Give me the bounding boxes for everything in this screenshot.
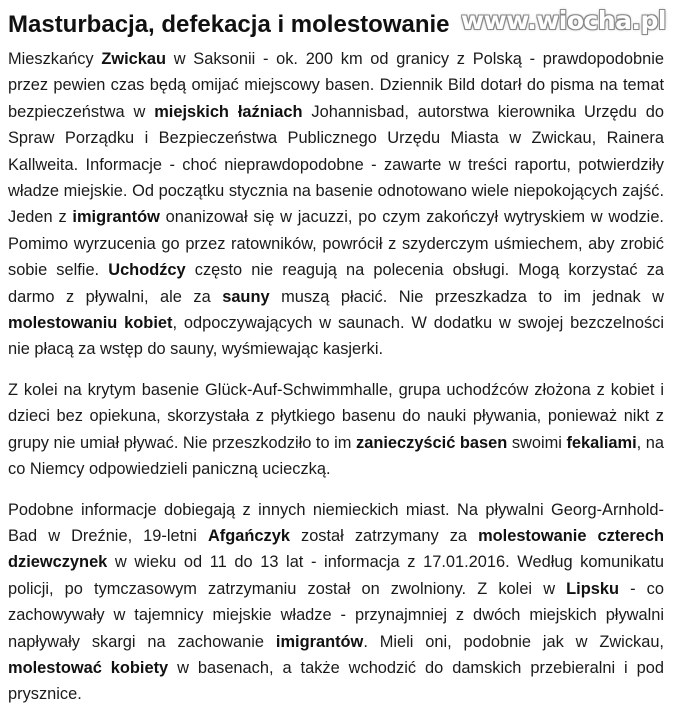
text-segment: - co zachowywały w tajemnicy miejskie władze - przynajmniej z dwóch miejskich pływalni napływały skargi na zachowanie [8,579,664,651]
text-segment: muszą płacić. Nie przeszkadza to im jednak w [269,287,665,306]
article-title: Masturbacja, defekacja i molestowanie [8,11,450,38]
article-paragraph [8,497,664,708]
text-segment: w basenach, a także wchodzić do damskich przebieralni i pod prysznice. [8,658,664,704]
article-paragraph [8,46,664,363]
highlighted-phrase: Afgańczyk [207,526,290,545]
watermark: www.wiocha.pl [461,6,666,35]
highlighted-phrase: Zwickau [101,50,167,68]
text-segment: , na co Niemcy odpowiedzieli paniczną ucieczką. [8,433,664,479]
article-paragraph [8,377,664,483]
highlighted-phrase: imigrantów [72,208,160,227]
text-segment: Z kolei na krytym basenie Glück-Auf-Schwimmhalle, grupa uchodźców złożona z kobiet i dzieci bez opiekuna, skorzystała z płytkiego basenu do nauki pływania, ponieważ nikt z grupy nie umiał pływać. Nie przeszkodziło to im [8,380,664,452]
text-segment: , odpoczywających w saunach. W dodatku w swojej bezczelności nie płacą za wstęp do sauny, wyśmiewając kasjerki. [8,314,664,359]
highlighted-phrase: fekaliami [566,433,637,452]
text-segment: Mieszkańcy [8,50,102,68]
text-segment: w wieku od 11 do 13 lat - informacja z 17.01.2016. Według komunikatu policji, po tymczasowym zatrzymaniu został on zwolniony. Z kolei w [8,553,664,598]
text-segment: swoimi [507,433,567,452]
text-segment: . Mieli oni, podobnie jak w Zwickau, [363,632,664,651]
highlighted-phrase: zanieczyścić basen [356,433,508,452]
article-body [8,46,664,722]
highlighted-phrase: Lipsku [566,579,619,598]
highlighted-phrase: molestowanie czterech dziewczynek [8,526,665,572]
highlighted-phrase: molestować kobiety [8,658,169,677]
text-segment: w Saksonii - ok. 200 km od granicy z Polską - prawdopodobnie przez pewien czas będą omijać miejscowy basen. Dziennik Bild dotarł do pisma na temat bezpieczeństwa w [8,50,664,121]
text-segment: Podobne informacje dobiegają z innych niemieckich miast. Na pływalni Georg-Arnhold-Bad w Dreźnie, 19-letni [8,500,664,545]
text-segment: został zatrzymany za [289,526,479,545]
highlighted-phrase: sauny [222,287,270,306]
text-segment: Johannisbad, autorstwa kierownika Urzędu do Spraw Porządku i Bezpieczeństwa Publicznego Urzędu Miasta w Zwickau, Rainera Kallweita. Informacje - choć nieprawdopodobne - zawarte w treści raportu, potwierdziły władze miejskie. Od początku stycznia na basenie odnotowano wiele niepokojących zajść. Jeden z [8,102,664,227]
text-segment: onanizował się w jacuzzi, po czym zakończył wytryskiem w wodzie. Pomimo wyrzucenia go przez ratowników, powrócił z szyderczym uśmiechem, aby zrobić sobie selfie. [8,208,664,280]
highlighted-phrase: miejskich łaźniach [154,102,303,121]
text-segment: często nie reagują na polecenia obsługi. Mogą korzystać za darmo z pływalni, ale za [8,261,665,306]
highlighted-phrase: molestowaniu kobiet [8,314,173,333]
highlighted-phrase: imigrantów [275,632,364,651]
highlighted-phrase: Uchodźcy [108,261,186,280]
